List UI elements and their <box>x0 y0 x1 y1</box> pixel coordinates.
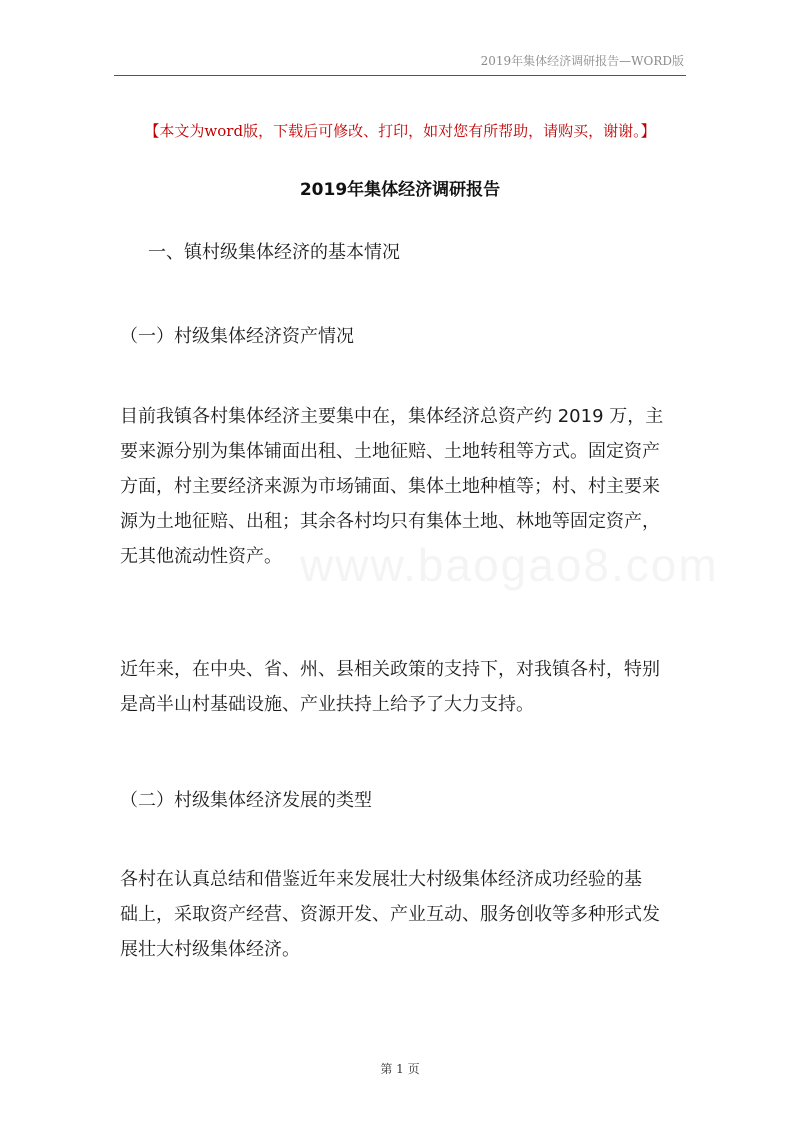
paragraph-line: 目前我镇各村集体经济主要集中在，集体经济总资产约 2019 万，主 <box>120 406 664 427</box>
paragraph-line: 展壮大村级集体经济。 <box>120 939 300 960</box>
header-rule <box>114 75 686 76</box>
paragraph-line: 源为土地征赔、出租；其余各村均只有集体土地、林地等固定资产， <box>120 511 660 532</box>
paragraph-line: 各村在认真总结和借鉴近年来发展壮大村级集体经济成功经验的基 <box>120 869 642 890</box>
running-header: 2019年集体经济调研报告—WORD版 <box>480 54 684 68</box>
subsection-heading-2: （二）村级集体经济发展的类型 <box>120 790 372 811</box>
paragraph-line: 础上，采取资产经营、资源开发、产业互动、服务创收等多种形式发 <box>120 904 660 925</box>
page-number: 第 1 页 <box>380 1062 420 1076</box>
watermark: www.baogao8.com <box>300 539 719 591</box>
paragraph-line: 近年来，在中央、省、州、县相关政策的支持下，对我镇各村，特别 <box>120 659 660 680</box>
paragraph-support <box>120 652 692 722</box>
paragraph-line: 要来源分别为集体铺面出租、土地征赔、土地转租等方式。固定资产 <box>120 441 660 462</box>
purchase-notice: 【本文为word版，下载后可修改、打印，如对您有所帮助，请购买，谢谢。】 <box>144 122 656 140</box>
subsection-heading-1: （一）村级集体经济资产情况 <box>120 326 354 347</box>
paragraph-line: 无其他流动性资产。 <box>120 546 282 567</box>
document-title: 2019年集体经济调研报告 <box>299 180 501 200</box>
paragraph-line: 是高半山村基础设施、产业扶持上给予了大力支持。 <box>120 694 534 715</box>
section-heading-1: 一、镇村级集体经济的基本情况 <box>148 242 400 263</box>
paragraph-line: 方面，村主要经济来源为市场铺面、集体土地种植等；村、村主要来 <box>120 476 660 497</box>
paragraph-types <box>120 862 692 967</box>
